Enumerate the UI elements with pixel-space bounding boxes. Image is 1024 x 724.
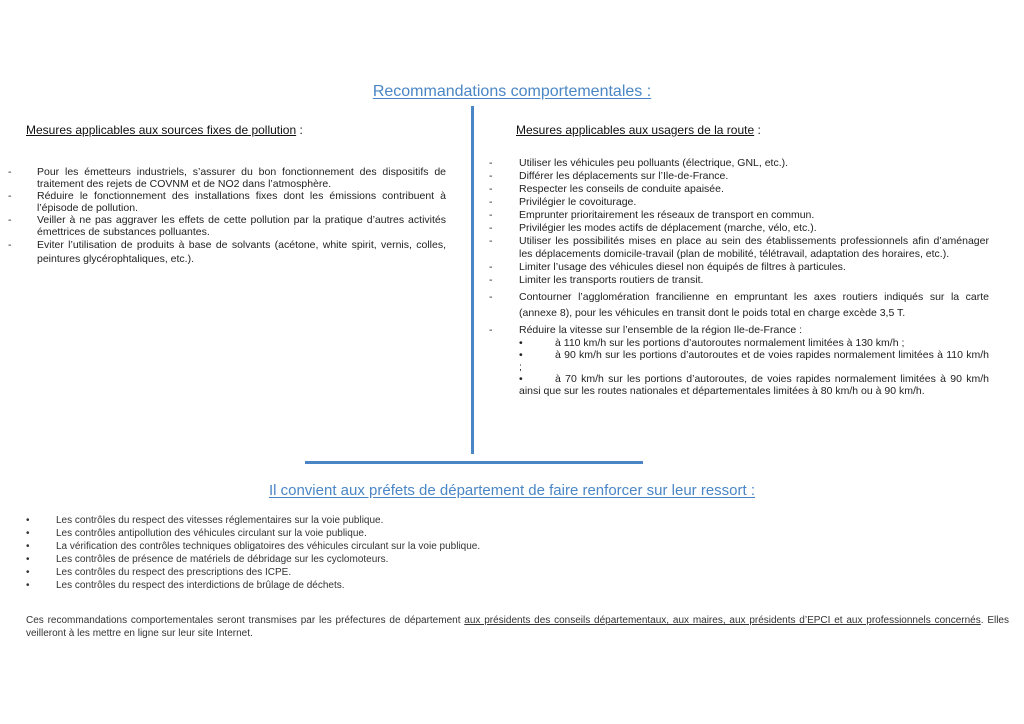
list-item: • Les contrôles du respect des prescriptions des ICPE. [26,567,292,578]
sub-list-item: • à 110 km/h sur les portions d’autoroutes normalement limitées à 130 km/h ; [519,337,905,349]
list-item-text: Réduire le fonctionnement des installations fixes dont les émissions contribuent à l’épisode de pollution. [37,190,446,214]
list-item-text: Réduire la vitesse sur l’ensemble de la région Ile-de-France : [519,324,803,336]
list-item: - Utiliser les véhicules peu polluants (électrique, GNL, etc.). [489,157,789,169]
list-item-text: Limiter les transports routiers de transit. [519,274,704,286]
list-item: - Privilégier les modes actifs de déplacement (marche, vélo, etc.). [489,222,817,234]
list-item-text: Limiter l’usage des véhicules diesel non équipés de filtres à particules. [519,261,846,273]
list-item: • Les contrôles du respect des interdictions de brûlage de déchets. [26,580,345,591]
list-item-text: Différer les déplacements sur l’Ile-de-France. [519,170,729,182]
controls-list [26,514,726,592]
page-title: Recommandations comportementales : [372,83,652,100]
list-item-text: Pour les émetteurs industriels, s’assurer du bon fonctionnement des dispositifs de traitement des rejets de COVNM et de NO2 dans l’atmosphère. [37,166,446,190]
list-item: - Respecter les conseils de conduite apaisée. [489,183,724,195]
right-heading-text: Mesures applicables aux usagers de la route [516,123,755,137]
list-item: • Les contrôles de présence de matériels de débridage sur les cyclomoteurs. [26,554,389,565]
list-item: • Les contrôles antipollution des véhicules circulant sur la voie publique. [26,528,367,539]
list-item: - Pour les émetteurs industriels, s’assurer du bon fonctionnement des dispositifs de traitement des rejets de COVNM et de NO2 dans l’atmosphère. [8,166,446,190]
right-heading-suffix: : [754,123,761,137]
list-item-text: Veiller à ne pas aggraver les effets de cette pollution par la pratique d’autres activités émettrices de substances polluantes. [37,214,446,238]
horizontal-divider [305,461,643,464]
list-item-text: Les contrôles du respect des interdictions de brûlage de déchets. [56,580,345,591]
left-heading-text: Mesures applicables aux sources fixes de pollution [26,123,297,137]
list-item-text: Les contrôles de présence de matériels de débridage sur les cyclomoteurs. [56,554,389,565]
right-column-heading [516,123,761,137]
list-item-text: Privilégier les modes actifs de déplacement (marche, vélo, etc.). [519,222,817,234]
list-item: - Veiller à ne pas aggraver les effets de cette pollution par la pratique d’autres activités émettrices de substances polluantes. [8,214,446,238]
list-item-text: Les contrôles du respect des vitesses réglementaires sur la voie publique. [56,515,384,526]
list-item: - Différer les déplacements sur l’Ile-de-France. [489,170,729,182]
list-item: - Eviter l’utilisation de produits à base de solvants (acétone, white spirit, vernis, colles, peintures glycérophtaliques, etc.). [8,239,446,265]
list-item-text: Contourner l’agglomération francilienne en empruntant les axes routiers indiqués sur la carte (annexe 8), pour les véhicules en transit dont le poids total en charge excède 3,5 T. [519,291,989,319]
section-title: Il convient aux préfets de département de faire renforcer sur leur ressort : [268,482,756,499]
list-item: - Limiter les transports routiers de transit. [489,274,704,286]
closing-text-before: Ces recommandations comportementales seront transmises par les préfectures de département [26,615,465,626]
left-measures-list [8,166,446,266]
right-measures-list [489,157,989,397]
closing-paragraph [26,614,1009,640]
list-item-text: La vérification des contrôles techniques obligatoires des véhicules circulant sur la voie publique. [56,541,481,552]
list-item: - Réduire la vitesse sur l’ensemble de la région Ile-de-France : • à 110 km/h sur les portions d’autoroutes normalement limitées à 130 km/h ; • à 90 km/h sur les portions d’autoroutes et de voies rapides normalement limitées à 110 km/h ; • à 70 km/h sur les portions d’autoroutes, de voies rapides normalement limitées à 90 km/h ainsi que sur les routes nationales et départementales limitées à 80 km/h ou à 90 km/h. [489,324,989,397]
list-item: - Contourner l’agglomération francilienne en empruntant les axes routiers indiqués sur la carte (annexe 8), pour les véhicules en transit dont le poids total en charge excède 3,5 T. [489,291,989,319]
closing-recipients: aux présidents des conseils départementaux, aux maires, aux présidents d’EPCI et aux professionnels concernés [464,615,981,626]
left-column-heading [26,123,303,137]
list-item-text: Les contrôles du respect des prescriptions des ICPE. [56,567,292,578]
sub-list-item: • à 90 km/h sur les portions d’autoroutes et de voies rapides normalement limitées à 110 km/h ; [519,349,989,373]
sub-list-item-text: à 90 km/h sur les portions d’autoroutes et de voies rapides normalement limitées à 110 km/h ; [519,349,989,373]
speed-limits-sublist [519,337,989,397]
closing-text-after: . Elles veilleront à les mettre en ligne sur leur site Internet. [26,615,1009,639]
list-item: - Utiliser les possibilités mises en place au sein des établissements professionnels afin d’aménager les déplacements domicile-travail (plan de mobilité, télétravail, adaptation des horaires, etc.). [489,235,989,260]
list-item: - Emprunter prioritairement les réseaux de transport en commun. [489,209,815,221]
list-item-text: Utiliser les véhicules peu polluants (électrique, GNL, etc.). [519,157,789,169]
list-item-text: Emprunter prioritairement les réseaux de transport en commun. [519,209,815,221]
list-item: - Limiter l’usage des véhicules diesel non équipés de filtres à particules. [489,261,846,273]
list-item-text: Privilégier le covoiturage. [519,196,637,208]
list-item-text: Eviter l’utilisation de produits à base de solvants (acétone, white spirit, vernis, colles, peintures glycérophtaliques, etc.). [37,239,446,265]
list-item: • Les contrôles du respect des vitesses réglementaires sur la voie publique. [26,515,384,526]
left-heading-suffix: : [296,123,303,137]
list-item: - Réduire le fonctionnement des installations fixes dont les émissions contribuent à l’épisode de pollution. [8,190,446,214]
list-item: • La vérification des contrôles techniques obligatoires des véhicules circulant sur la voie publique. [26,541,481,552]
list-item-text: Respecter les conseils de conduite apaisée. [519,183,724,195]
list-item-text: Utiliser les possibilités mises en place au sein des établissements professionnels afin d’aménager les déplacements domicile-travail (plan de mobilité, télétravail, adaptation des horaires, etc.). [519,235,989,260]
sub-list-item: • à 70 km/h sur les portions d’autoroutes, de voies rapides normalement limitées à 90 km/h ainsi que sur les routes nationales et départementales limitées à 80 km/h ou à 90 km/h. [519,373,989,397]
sub-list-item-text: à 110 km/h sur les portions d’autoroutes normalement limitées à 130 km/h ; [555,337,905,349]
list-item-text: Les contrôles antipollution des véhicules circulant sur la voie publique. [56,528,367,539]
list-item: - Privilégier le covoiturage. [489,196,637,208]
vertical-divider [471,106,474,454]
sub-list-item-text: à 70 km/h sur les portions d’autoroutes, de voies rapides normalement limitées à 90 km/h ainsi que sur les routes nationales et départementales limitées à 80 km/h ou à 90 km/h. [519,373,989,397]
